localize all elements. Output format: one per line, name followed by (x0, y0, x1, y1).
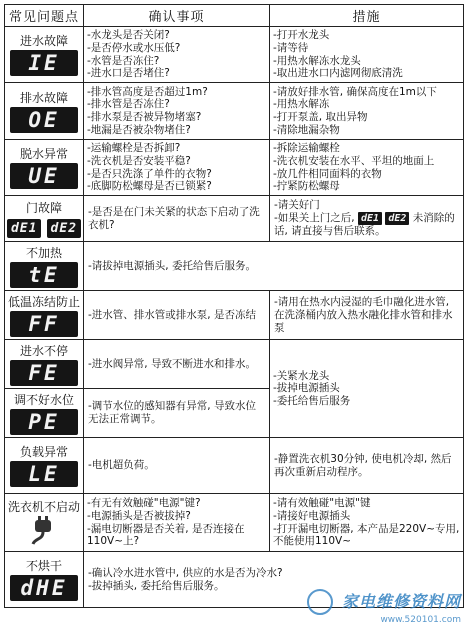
problem-cell (5, 291, 84, 340)
table-row (5, 494, 464, 552)
confirm-cell (84, 291, 270, 340)
measure-item: -请等待 (273, 41, 309, 54)
problem-name: 不加热 (25, 245, 62, 260)
confirm-item: -水龙头是否关闭? (87, 29, 170, 42)
error-code-display: IE (10, 50, 78, 76)
table-row (5, 140, 464, 196)
problem-cell (5, 340, 84, 389)
confirm-cell (84, 438, 270, 494)
table-row (5, 438, 464, 494)
confirm-item: -地漏是否被杂物堵住? (87, 123, 191, 136)
measure-item: -取出进水口内滤网彻底清洗 (273, 67, 403, 80)
table-row (5, 242, 464, 291)
header-confirm: 确认事项 (84, 5, 270, 27)
table-row (5, 340, 464, 389)
measure-item: -请放好排水管, 确保高度在1m以下 (273, 85, 437, 98)
confirm-item: -排水管高度是否超过1m? (87, 85, 208, 98)
confirm-item: -是否停水或水压低? (87, 41, 181, 54)
measure-item: -打开水龙头 (273, 29, 330, 42)
problem-cell (5, 83, 84, 140)
table-header-row (5, 5, 464, 27)
problem-cell (5, 389, 84, 438)
error-code-display: dE2 (47, 219, 81, 238)
measure-item: -拔掉电源插头 (273, 382, 340, 395)
error-code-display: OE (10, 107, 78, 133)
problem-name: 排水故障 (19, 90, 68, 105)
confirm-text: -进水管、排水管或排水泵, 是否冻结 (88, 308, 256, 321)
measure-item: -打开漏电切断器, 本产品是220V~专用, 不能使用110V~ (273, 522, 460, 548)
problem-cell (5, 552, 84, 608)
header-measure: 措施 (270, 5, 464, 27)
problem-cell (5, 242, 84, 291)
confirm-text: -电机超负荷。 (88, 459, 155, 471)
problem-cell (5, 196, 84, 242)
problem-name: 门故障 (25, 200, 62, 215)
measure-item: -请接好电源插头 (273, 509, 351, 522)
measure-cell (270, 196, 464, 242)
error-code-display: LE (10, 461, 78, 487)
measure-text: -静置洗衣机30分钟, 使电机冷却, 然后再次重新启动程序。 (274, 452, 452, 478)
measure-item: -关紧水龙头 (273, 369, 330, 382)
measure-item: -用热水解冻 (273, 98, 330, 111)
watermark (307, 589, 461, 626)
error-code-display: tE (10, 262, 78, 288)
confirm-item: -水管是否冻住? (87, 54, 160, 67)
confirm-item: -运输螺栓是否拆卸? (87, 142, 181, 155)
error-code-display: UE (10, 163, 78, 189)
power-plug-icon (27, 516, 61, 546)
measure-cell (270, 83, 464, 140)
measure-text-block (270, 197, 463, 240)
measure-item: -放几件相同面料的衣物 (273, 167, 382, 180)
problem-name: 进水不停 (19, 343, 68, 358)
measure-cell (270, 438, 464, 494)
measure-cell (270, 140, 464, 196)
merged-text: -请拔掉电源插头, 委托给售后服务。 (88, 259, 256, 272)
problem-name: 脱水异常 (19, 147, 68, 161)
measure-item-mixed (274, 212, 459, 238)
problem-name: 负载异常 (19, 445, 68, 459)
confirm-text: -进水阀异常, 导致不断进水和排水。 (88, 357, 256, 370)
problem-cell (5, 140, 84, 196)
confirm-cell (84, 196, 270, 242)
measure-cell (270, 27, 464, 83)
error-code-display: dE1 (358, 212, 382, 225)
problem-name: 洗衣机不启动 (7, 500, 80, 514)
measure-item: -用热水解冻水龙头 (273, 54, 361, 67)
confirm-item: -排水管是否冻住? (87, 98, 170, 111)
problem-cell (5, 438, 84, 494)
table-row (5, 83, 464, 140)
error-code-display: FE (10, 360, 78, 386)
confirm-cell (84, 389, 270, 438)
header-problem: 常见问题点 (5, 5, 84, 27)
error-code-display: PE (10, 409, 78, 435)
problem-cell (5, 27, 84, 83)
confirm-cell (84, 27, 270, 83)
confirm-item: -漏电切断器是否关着, 是否连接在110V~上? (87, 522, 245, 548)
measure-cell-shared (270, 340, 464, 438)
problem-cell (5, 494, 84, 552)
confirm-cell (84, 140, 270, 196)
confirm-item: -排水泵是否被异物堵塞? (87, 111, 202, 123)
watermark-title: 家电维修资料网 (341, 591, 461, 611)
confirm-cell (84, 83, 270, 140)
confirm-text: -是否是在门未关紧的状态下启动了洗衣机? (88, 205, 260, 231)
troubleshooting-table (4, 4, 464, 608)
measure-item: -清除地漏杂物 (273, 123, 340, 136)
problem-name: 不烘干 (25, 559, 62, 573)
measure-item: -拧紧防松螺母 (273, 180, 340, 193)
confirm-item: -洗衣机是否安装平稳? (87, 154, 191, 167)
confirm-text: -确认冷水进水管中, 供应的水是否为冷水? (88, 566, 283, 579)
error-code-display: FF (10, 311, 78, 337)
measure-text: 未消除的话, 请直接与售后联系。 (274, 212, 455, 237)
problem-name: 进水故障 (19, 34, 68, 48)
error-code-display: dE2 (385, 212, 409, 225)
watermark-url: www.520101.com (380, 615, 461, 625)
confirm-item: -是否只洗涤了单件的衣物? (87, 167, 212, 180)
measure-text: -拔掉插头, 委托给售后服务。 (88, 579, 225, 592)
confirm-item: -进水口是否堵住? (87, 67, 170, 80)
measure-item: -请关好门 (274, 199, 320, 211)
error-code-display: dE1 (7, 219, 41, 238)
error-code-display: dHE (10, 575, 78, 601)
confirm-item: -有无有效触碰"电源"键? (87, 497, 201, 510)
measure-cell (270, 291, 464, 340)
problem-name: 低温冻结防止 (7, 294, 80, 309)
measure-item: -拆除运输螺栓 (273, 142, 340, 155)
problem-name: 调不好水位 (13, 392, 74, 407)
measure-item: -委托给售后服务 (273, 394, 351, 407)
confirm-item: -底脚防松螺母是否已锁紧? (87, 180, 212, 193)
confirm-cell (84, 340, 270, 389)
measure-cell (270, 494, 464, 552)
confirm-item: -电源插头是否被拔掉? (87, 509, 191, 522)
table-row (5, 291, 464, 340)
confirm-cell (84, 494, 270, 552)
measure-item: -洗衣机安装在水平、平坦的地面上 (273, 154, 435, 167)
confirm-text: -调节水位的感知器有异常, 导致水位无法正常调节。 (88, 400, 256, 425)
table-row (5, 196, 464, 242)
watermark-logo-icon (307, 589, 333, 615)
measure-text: -请用在热水内浸湿的毛巾融化进水管, 在洗涤桶内放入热水融化排水管和排水泵 (274, 295, 453, 334)
measure-item: -请有效触碰"电源"键 (273, 497, 371, 510)
table-row (5, 27, 464, 83)
measure-item: -打开泵盖, 取出异物 (273, 111, 368, 123)
merged-cell (84, 242, 464, 291)
measure-text: -如果关上门之后, (274, 212, 355, 224)
